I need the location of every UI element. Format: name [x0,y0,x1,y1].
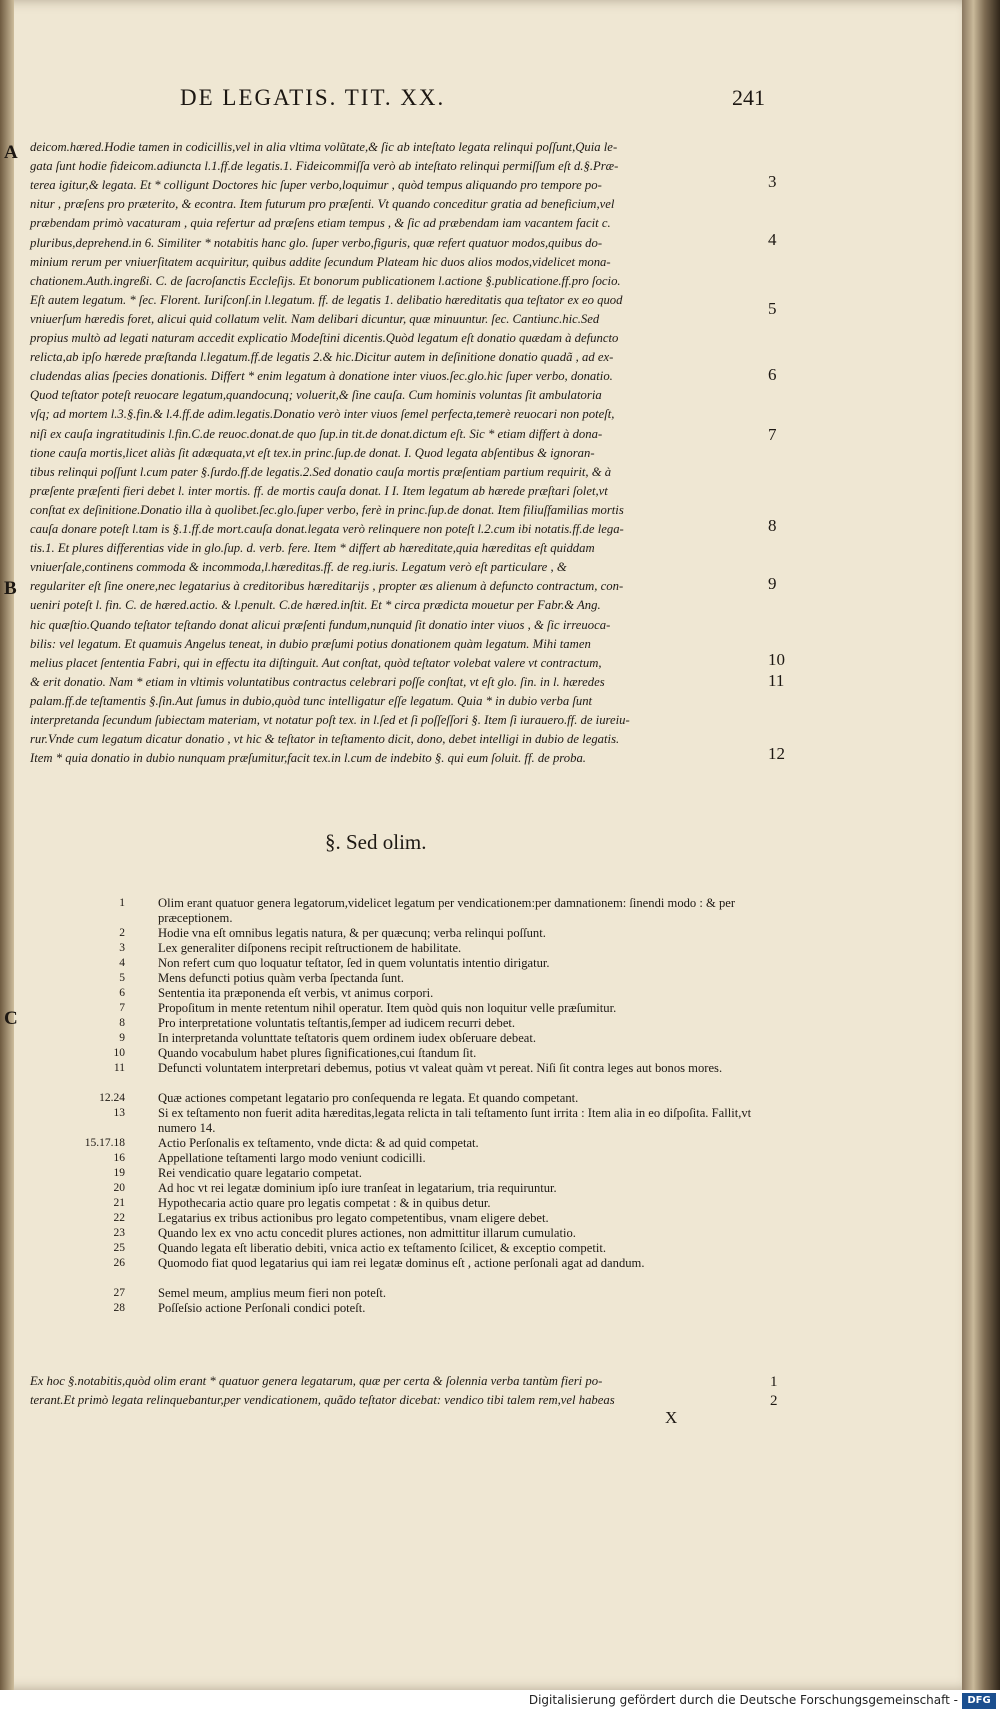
summary-text: Quomodo fiat quod legatarius qui iam rei legatæ dominus eſt , actione perſonali agat ad dandum. [158,1256,645,1270]
commentary-line: rur.Vnde cum legatum dicatur donatio , vt hic & teſtator in teſtamento dicit, dono, debet intelligi in dubio de legatis. [30,732,620,747]
summary-text: Hodie vna eſt omnibus legatis natura, & per quæcunq; verba relinqui poſſunt. [158,926,546,940]
summary-number: 22 [113,1212,125,1224]
commentary-line: palam.ff.de teſtamentis §.ſin.Aut ſumus in dubio,quòd tunc intelligatur eſſe legatum. Quia * in dubio verba ſunt [30,693,593,708]
summary-number: 28 [113,1302,125,1314]
commentary-line: relicta,ab ipſo hærede præſtanda l.legatum.ff.de legatis 2.& hic.Dicitur autem in deſinitione donatio quadã , ad ex- [30,350,614,365]
commentary-line: niſi ex cauſa ingratitudinis l.fin.C.de reuoc.donat.de quo ſup.in tit.de donat.dictum eſt. Sic * etiam differt à dona- [30,426,603,441]
summary-number: 8 [119,1017,125,1029]
margin-number: 10 [768,649,785,669]
summary-number: 7 [119,1002,125,1014]
summary-number: 1 [119,897,125,909]
summary-number: 15.17.18 [84,1137,125,1149]
footer-bar [0,1690,1000,1712]
commentary-line: terea igitur,& legata. Et * colligunt Doctores hic ſuper verbo,loquimur , quòd tempus aliquando pro tempore po- [30,178,602,193]
summary-text: Defuncti voluntatem interpretari debemus, potius vt valeat quàm vt pereat. Niſi ſit contra leges aut bonos mores. [158,1061,723,1075]
summary-number: 23 [113,1227,125,1239]
folio-number: 241 [732,85,765,110]
bottom-commentary-line: Ex hoc §.notabitis,quòd olim erant * quatuor genera legatarum, quæ per certa & ſolennia verba tantùm fieri po- [30,1374,603,1388]
summary-text: Poſſeſsio actione Perſonali condici poteſt. [158,1301,366,1315]
summary-text: Appellatione teſtamenti largo modo veniunt codicilli. [158,1151,426,1165]
commentary-line: vniuerſale,continens commoda & incommoda,l.hæreditas.ff. de reg.iuris. Legatum verò eſt particulare , & [30,560,567,575]
commentary-line: vniuerſum hæredis foret, alicui quid collatum velit. Nam delibari dicuntur, quæ minuuntur. ſec. Cantiunc.hic.Sed [30,311,600,326]
commentary-line: tibus relinqui poſſunt l.cum pater §.ſurdo.ff.de legatis.2.Sed donatio cauſa mortis præſentiam partium requirit, & à [30,464,612,479]
margin-number: 4 [768,229,777,249]
commentary-line: bilis: vel legatum. Et quamuis Angelus teneat, in dubio præſumi potius donationem quàm legatum. Mihi tamen [30,636,591,651]
summary-number: 2 [119,927,125,939]
margin-letter-a: A [4,142,18,163]
margin-number: 9 [768,573,777,593]
commentary-line: chationem.Auth.ingreßi. C. de ſacroſanctis Eccleſijs. Et bonorum publicationem l.actione §.publicatione.ff.pro ſocio. [30,273,621,288]
dfg-logo[interactable]: DFG [962,1693,996,1709]
summary-text: Quæ actiones competant legatario pro conſequenda re legata. Et quando competant. [158,1091,579,1105]
commentary-line: ueniri poteſt l. fin. C. de hæred.actio. & l.penult. C.de hæred.inſtit. Et * circa prædicta mouetur per Fabr.& Ang. [30,598,601,613]
commentary-line: præſente præſenti fieri debet l. inter mortis. ff. de mortis cauſa donat. I I. Item legatum ab hærede præſtari ſolet,vt [30,483,608,498]
bottom-margin-number: 2 [770,1393,778,1409]
commentary-line: conſtat ex deſinitione.Donatio illa à quolibet.ſec.glo.ſuper verbo, ferè in princ.ſup.de donat. Item filiuſfamilias mortis [30,502,624,517]
commentary-line: vſq; ad mortem l.3.§.fin.& l.4.ff.de adim.legatis.Donatio verò inter viuos ſemel perfecta,temerè reuocari non poteſt, [30,407,615,422]
summary-text: Quando lex ex vno actu concedit plures actiones, non admittitur illarum cumulatio. [158,1226,576,1240]
summary-number: 20 [113,1182,125,1194]
summary-number: 5 [119,972,125,984]
commentary-line: tione cauſa mortis,licet aliàs ſit adæquata,vt eſt tex.in princ.ſup.de donat. I. Quod legata abſentibus & ignoran- [30,445,595,460]
commentary-line: hic quæſtio.Quando teſtator teſtando donat alicui præſenti fundum,nunquid ſit donatio inter viuos , & ſic irreuoca- [30,617,611,632]
commentary-line: Eſt autem legatum. * ſec. Florent. Iuriſconſ.in l.legatum. ff. de legatis 1. delibatio hæreditatis qua teſtator ex eo quod [30,292,623,307]
margin-number: 6 [768,365,777,385]
section-title: §. Sed olim. [325,830,427,854]
summary-text: Semel meum, amplius meum fieri non poteſt. [158,1286,387,1300]
margin-letter-c: C [4,1008,18,1029]
commentary-line: & erit donatio. Nam * etiam in vltimis voluntatibus contractus celebrari poſſe conſtat, vt eſt glo. ſin. in l. hæredes [30,674,605,689]
summary-text: Non refert cum quo loquatur teſtator, ſed in quem voluntatis intentio dirigatur. [158,956,550,970]
commentary-line: cauſa donare poteſt l.tam is §.1.ff.de mort.cauſa donat.legata verò relinquere non poteſt l.2.cum ibi notatis.ff.de lega- [30,522,624,536]
running-title: DE LEGATIS. TIT. XX. [180,85,446,110]
summary-number: 26 [113,1257,125,1269]
summary-text: Olim erant quatuor genera legatorum,videlicet legatum per vendicationem:per damnationem: ſinendi modo : & per præceptionem. [158,896,736,925]
commentary-line: minium rerum per vniuerſitatem acquiritur, quibus addite ſecundum Plateam hic duos alios modos,videlicet mona- [30,254,611,269]
summary-number: 21 [113,1197,125,1209]
commentary-line: propius multò ad legati naturam accedit explicatio Modeſtini dicentis.Quòd legatum eſt donatio quædam à defuncto [30,331,619,345]
summary-number: 12.24 [99,1092,125,1104]
summary-number: 19 [113,1167,125,1179]
summary-text: Rei vendicatio quare legatario competat. [158,1166,362,1180]
commentary-line: nitur , præſens pro præterito, & econtra. Item futurum pro præſenti. Vt quando conceditur gratia ad beneficium,vel [30,197,615,212]
summary-text: Quando legata eſt liberatio debiti, vnica actio ex teſtamento ſcilicet, & exceptio competit. [158,1241,606,1255]
summary-number: 4 [119,957,125,969]
commentary-line: Item * quia donatio in dubio nunquam præſumitur,facit tex.in l.cum de indebito §. qui eum ſoluit. ff. de proba. [30,751,586,766]
summary-text: Hypothecaria actio quare pro legatis competat : & in quibus detur. [158,1196,491,1210]
summary-number: 25 [113,1242,125,1254]
summary-number: 10 [113,1047,125,1059]
commentary-line: regulariter eſt ſine onere,nec legatarius à creditoribus hæreditarijs , propter æs alienum à defuncto contractum, con- [30,579,624,594]
summary-number: 6 [119,987,125,999]
commentary-line: gata ſunt hodie fideicom.adiuncta l.1.ff.de legatis.1. Fideicommiſſa verò ab inteſtato relinqui permiſſum eſt d.§.Præ- [30,159,619,174]
bottom-commentary-line: terant.Et primò legata relinquebantur,per vendicationem, quãdo teſtator dicebat: vendico tibi talem rem,vel habeas [30,1393,615,1407]
summary-number: 16 [113,1152,125,1164]
commentary-line: præbendam primò vacaturam , quia refertur ad præſens etiam tempus , & ſic ad præbendam iam vacantem facit c. [30,216,611,231]
signature-mark: X [665,1408,678,1427]
summary-number: 3 [119,942,125,954]
commentary-line: Quod teſtator poteſt reuocare legatum,quandocunq; voluerit,& ſine cauſa. Cum hominis voluntas ſit ambulatoria [30,388,602,403]
summary-number: 13 [113,1107,125,1119]
page-binding [0,0,14,1690]
summary-text: Legatarius ex tribus actionibus pro legato competentibus, vnam eligere debet. [158,1211,549,1225]
summary-number: 27 [113,1287,125,1299]
margin-number: 3 [768,172,777,192]
summary-number: 11 [113,1062,125,1074]
summary-number: 9 [119,1032,125,1044]
margin-letter-b: B [4,578,17,599]
summary-text: Actio Perſonalis ex teſtamento, vnde dicta: & ad quid competat. [158,1136,479,1150]
summary-text: Sententia ita præponenda eſt verbis, vt animus corpori. [158,986,434,1000]
summary-text: Propoſitum in mente retentum nihil operatur. Item quòd quis non loquitur velle præſumitur. [158,1001,617,1015]
margin-number: 8 [768,516,777,536]
margin-number: 7 [768,424,777,444]
margin-number: 5 [768,298,777,318]
summary-text: Mens defuncti potius quàm verba ſpectanda ſunt. [158,971,404,985]
margin-number: 11 [768,670,785,690]
summary-text: Lex generaliter diſponens recipit reſtructionem de habilitate. [158,941,462,955]
margin-number: 12 [768,743,785,763]
bottom-margin-number: 1 [770,1374,778,1390]
commentary-line: pluribus,deprehend.in 6. Similiter * notabitis hanc glo. ſuper verbo,figuris, quæ refert quatuor modos,quibus do- [30,235,603,250]
commentary-line: melius placet ſententia Fabri, qui in effectu ita diſtinguit. Aut conſtat, quòd teſtator volebat valere vt contractum, [30,655,602,670]
summary-text: Quando vocabulum habet plures ſignificationes,cui ſtandum ſit. [158,1046,477,1060]
commentary-line: tis.1. Et plures differentias vide in glo.ſup. d. verb. fere. Item * differt ab hæreditate,quia hæreditas eſt quiddam [30,541,595,556]
summary-text: In interpretanda volunttate teſtatoris quem ordinem iudex obſeruare debeat. [158,1031,537,1045]
summary-text: Si ex teſtamento non fuerit adita hæreditas,legata relicta in tali teſtamento ſunt irrita : Item alia in eo diſpoſita. Fallit,vt numero 14. [158,1106,752,1135]
commentary-line: interpretanda ſecundum ſubiectam materiam, vt notatur poſt tex. in l.ſed et ſi poſſeſſori §. Item ſi iurauero.ff. de iureiu- [30,713,630,727]
commentary-line: deicom.hæred.Hodie tamen in codicillis,vel in alia vltima volũtate,& ſic ab inteſtato legata relinqui poſſunt,Quia le- [30,140,618,154]
footer-credit: Digitalisierung gefördert durch die Deutsche Forschungsgemeinschaft - [528,1693,958,1707]
commentary-line: cludendas alias ſpecies donationis. Differt * enim legatum à donatione inter viuos.ſec.glo.hic ſuper verbo, donatio. [30,369,613,384]
summary-text: Ad hoc vt rei legatæ dominium ipſo iure tranſeat in legatarium, tria requiruntur. [158,1181,557,1195]
page-edge [962,0,1000,1690]
summary-text: Pro interpretatione voluntatis teſtantis,ſemper ad iudicem recurri debet. [158,1016,516,1030]
